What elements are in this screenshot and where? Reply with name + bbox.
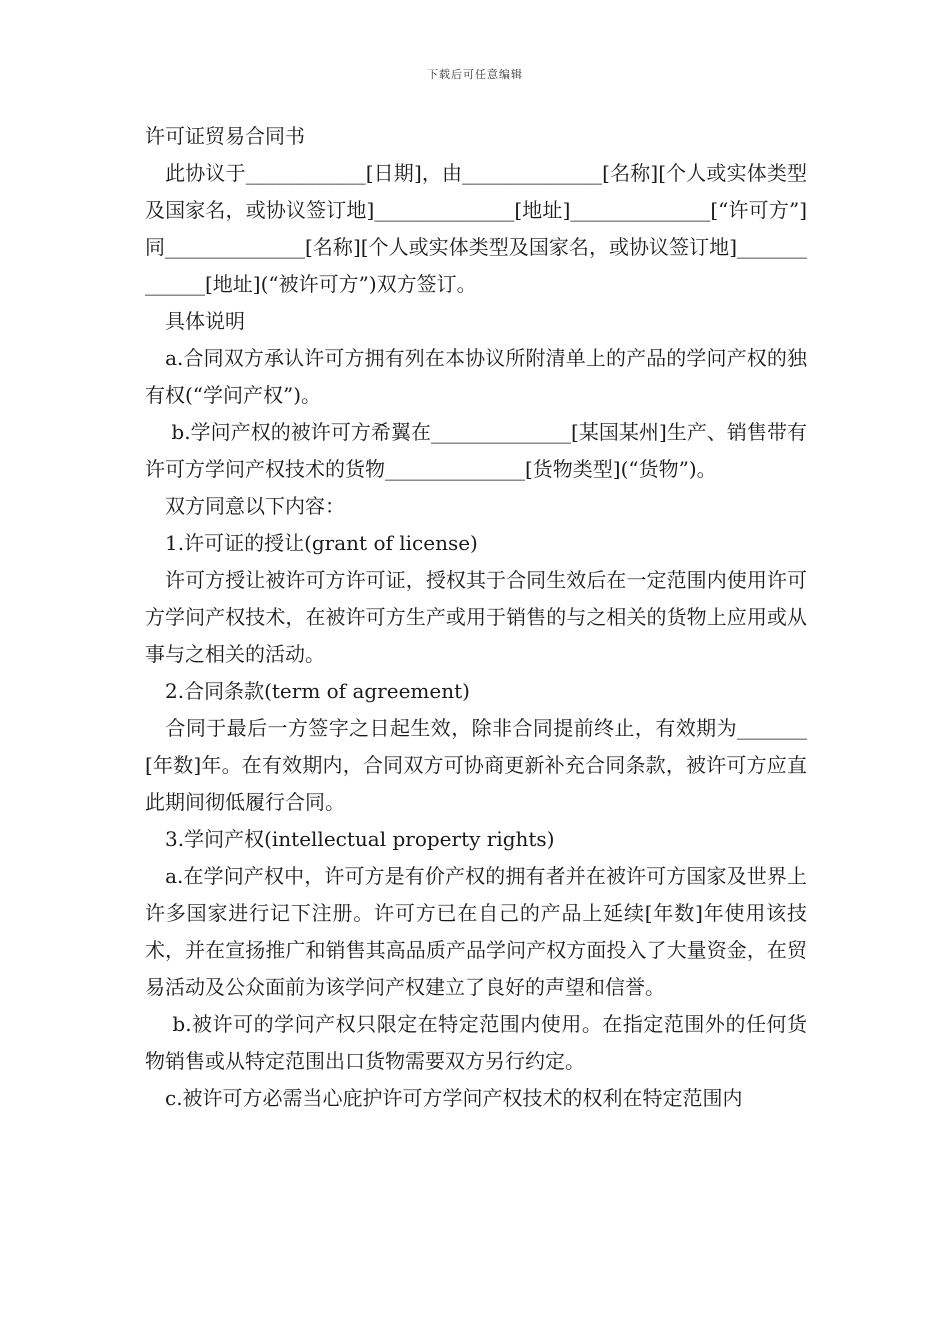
recital-b-paragraph: b.学问产权的被许可方希翼在______________[某国某州]生产、销售带有许可方学问产权技术的货物______________[货物类型](“货物”)。 bbox=[145, 420, 807, 481]
clause-1-paragraph: 许可方授让被许可方许可证，授权其于合同生效后在一定范围内使用许可方学问产权技术，在被许可方生产或用于销售的与之相关的货物上应用或从事与之相关的活动。 bbox=[145, 568, 807, 666]
agreement-intro: 双方同意以下内容： bbox=[145, 494, 345, 518]
section-heading-specifics: 具体说明 bbox=[145, 309, 245, 333]
page-header: 下载后可任意编辑 bbox=[427, 68, 523, 81]
document-title: 许可证贸易合同书 bbox=[145, 124, 305, 148]
clause-3-heading: 3.学问产权(intellectual property rights) bbox=[145, 827, 555, 851]
clause-2-paragraph: 合同于最后一方签字之日起生效，除非合同提前终止，有效期为_______[年数]年。在有效期内，合同双方可协商更新补充合同条款，被许可方应直此期间彻低履行合同。 bbox=[145, 716, 807, 814]
document-body bbox=[145, 118, 807, 1117]
recital-a-paragraph: a.合同双方承认许可方拥有列在本协议所附清单上的产品的学问产权的独有权(“学问产权”)。 bbox=[145, 346, 807, 407]
preamble-paragraph: 此协议于____________[日期]，由______________[名称][个人或实体类型及国家名，或协议签订地]______________[地址]______________[“许可方”]同______________[名称][个人或实体类型及国家名，或协议签订地]_____________[地址](“被许可方”)双方签订。 bbox=[145, 161, 807, 296]
clause-3b-paragraph: b.被许可的学问产权只限定在特定范围内使用。在指定范围外的任何货物销售或从特定范围出口货物需要双方另行约定。 bbox=[145, 1012, 807, 1073]
clause-3c-paragraph: c.被许可方必需当心庇护许可方学问产权技术的权利在特定范围内 bbox=[145, 1086, 743, 1110]
clause-3a-paragraph: a.在学问产权中，许可方是有价产权的拥有者并在被许可方国家及世界上许多国家进行记下注册。许可方已在自己的产品上延续[年数]年使用该技术，并在宣扬推广和销售其高品质产品学问产权方面投入了大量资金，在贸易活动及公众面前为该学问产权建立了良好的声望和信誉。 bbox=[145, 864, 807, 999]
clause-1-heading: 1.许可证的授让(grant of license) bbox=[145, 531, 478, 555]
clause-2-heading: 2.合同条款(term of agreement) bbox=[145, 679, 470, 703]
